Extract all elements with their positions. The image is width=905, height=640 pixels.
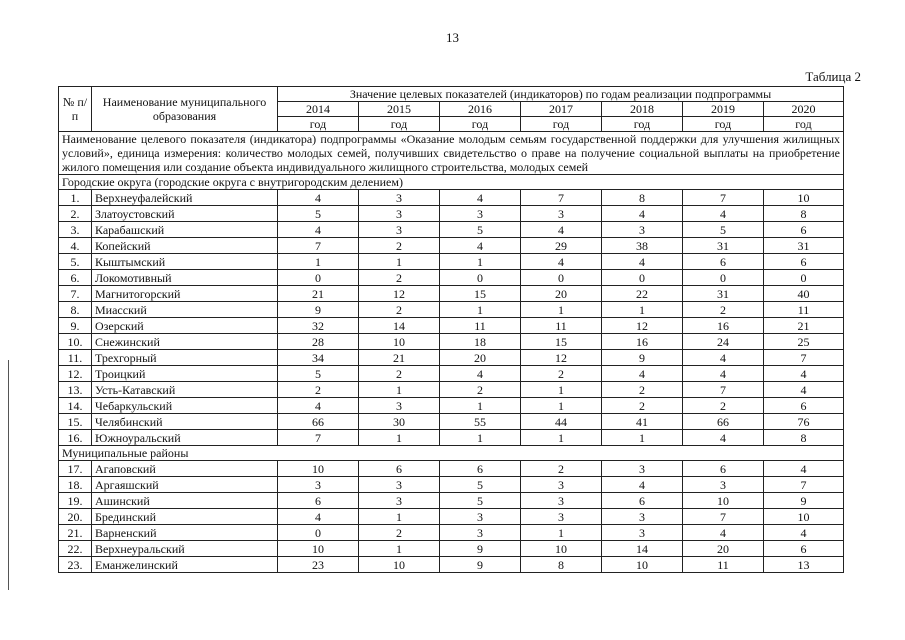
row-number: 2.	[59, 206, 92, 222]
indicator-value: 10	[764, 509, 844, 525]
indicator-value: 1	[440, 398, 521, 414]
indicator-value: 3	[602, 222, 683, 238]
municipality-name: Челябинский	[92, 414, 278, 430]
indicator-value: 11	[764, 302, 844, 318]
row-number: 19.	[59, 493, 92, 509]
scan-edge-line	[8, 360, 9, 590]
indicator-value: 7	[521, 190, 602, 206]
indicator-value: 6	[440, 461, 521, 477]
table-row	[59, 461, 844, 477]
table-row	[59, 382, 844, 398]
indicator-value: 31	[683, 286, 764, 302]
year-header: 2015	[359, 102, 440, 117]
indicator-value: 1	[440, 254, 521, 270]
indicator-value: 7	[683, 509, 764, 525]
indicator-value: 21	[764, 318, 844, 334]
indicator-value: 6	[764, 222, 844, 238]
indicator-value: 14	[359, 318, 440, 334]
indicator-value: 3	[602, 509, 683, 525]
indicator-value: 1	[521, 382, 602, 398]
indicator-value: 4	[278, 222, 359, 238]
municipality-name: Копейский	[92, 238, 278, 254]
indicator-value: 4	[764, 525, 844, 541]
indicator-value: 7	[278, 430, 359, 446]
row-number: 18.	[59, 477, 92, 493]
indicator-value: 0	[602, 270, 683, 286]
indicator-value: 11	[440, 318, 521, 334]
indicator-value: 4	[602, 366, 683, 382]
municipality-name: Троицкий	[92, 366, 278, 382]
row-number: 1.	[59, 190, 92, 206]
indicator-value: 20	[440, 350, 521, 366]
indicator-value: 76	[764, 414, 844, 430]
municipality-name: Кыштымский	[92, 254, 278, 270]
table-row	[59, 541, 844, 557]
indicator-value: 0	[278, 270, 359, 286]
indicator-value: 4	[602, 254, 683, 270]
indicator-value: 9	[440, 541, 521, 557]
table-row	[59, 254, 844, 270]
indicator-value: 3	[602, 525, 683, 541]
indicator-value: 3	[521, 206, 602, 222]
indicator-value: 6	[683, 254, 764, 270]
table-row	[59, 398, 844, 414]
year-unit-header: год	[440, 117, 521, 132]
indicator-value: 5	[440, 222, 521, 238]
indicator-value: 31	[683, 238, 764, 254]
indicator-value: 3	[602, 461, 683, 477]
indicator-value: 4	[278, 398, 359, 414]
year-header: 2014	[278, 102, 359, 117]
indicator-value: 28	[278, 334, 359, 350]
indicator-value: 2	[683, 398, 764, 414]
municipality-name: Усть-Катавский	[92, 382, 278, 398]
indicator-value: 4	[521, 254, 602, 270]
indicator-value: 20	[521, 286, 602, 302]
row-number: 22.	[59, 541, 92, 557]
table-row	[59, 206, 844, 222]
row-number: 9.	[59, 318, 92, 334]
indicator-value: 29	[521, 238, 602, 254]
indicator-value: 4	[764, 366, 844, 382]
year-unit-header: год	[602, 117, 683, 132]
indicator-value: 0	[440, 270, 521, 286]
indicator-value: 2	[440, 382, 521, 398]
indicator-value: 30	[359, 414, 440, 430]
municipality-name: Чебаркульский	[92, 398, 278, 414]
indicator-value: 10	[602, 557, 683, 573]
indicator-value: 3	[521, 493, 602, 509]
indicator-description-row	[59, 132, 844, 175]
indicator-value: 1	[521, 525, 602, 541]
row-number: 3.	[59, 222, 92, 238]
table-row	[59, 190, 844, 206]
indicator-value: 55	[440, 414, 521, 430]
table-row	[59, 286, 844, 302]
indicator-value: 1	[278, 254, 359, 270]
indicator-value: 15	[440, 286, 521, 302]
indicator-value: 9	[440, 557, 521, 573]
row-number: 4.	[59, 238, 92, 254]
indicator-value: 4	[683, 430, 764, 446]
indicator-value: 4	[440, 366, 521, 382]
indicator-value: 4	[278, 509, 359, 525]
indicator-value: 9	[278, 302, 359, 318]
indicator-value: 4	[278, 190, 359, 206]
municipality-name: Трехгорный	[92, 350, 278, 366]
indicator-value: 38	[602, 238, 683, 254]
indicator-value: 1	[359, 430, 440, 446]
table-title: Таблица 2	[805, 69, 861, 84]
indicator-value: 4	[602, 206, 683, 222]
year-unit-header: год	[359, 117, 440, 132]
indicator-value: 3	[359, 206, 440, 222]
indicator-value: 6	[764, 398, 844, 414]
indicator-value: 21	[278, 286, 359, 302]
indicator-value: 6	[602, 493, 683, 509]
table-row	[59, 525, 844, 541]
municipality-name: Карабашский	[92, 222, 278, 238]
indicator-value: 14	[602, 541, 683, 557]
num-column-header: № п/п	[59, 87, 92, 132]
indicator-description: Наименование целевого показателя (индикатора) подпрограммы «Оказание молодым семьям государственной поддержки для улучшения жилищных условий», единица измерения: количество молодых семей, получивших свидетельство о праве на получение социальной выплаты на приобретение жилого помещения или создание объекта индивидуального жилищного строительства, молодых семей	[59, 132, 844, 175]
section-title: Муниципальные районы	[59, 446, 844, 461]
indicator-value: 4	[683, 366, 764, 382]
year-unit-header: год	[521, 117, 602, 132]
indicator-table	[58, 86, 844, 573]
indicator-value: 31	[764, 238, 844, 254]
indicator-value: 6	[683, 461, 764, 477]
indicator-value: 32	[278, 318, 359, 334]
year-unit-header: год	[683, 117, 764, 132]
indicator-value: 40	[764, 286, 844, 302]
table-row	[59, 350, 844, 366]
indicator-value: 4	[440, 238, 521, 254]
municipality-name: Южноуральский	[92, 430, 278, 446]
table-row	[59, 557, 844, 573]
indicator-value: 1	[602, 302, 683, 318]
municipality-name: Ашинский	[92, 493, 278, 509]
row-number: 5.	[59, 254, 92, 270]
indicator-value: 5	[440, 477, 521, 493]
row-number: 10.	[59, 334, 92, 350]
indicator-value: 7	[683, 382, 764, 398]
indicator-value: 1	[602, 430, 683, 446]
row-number: 6.	[59, 270, 92, 286]
table-row	[59, 318, 844, 334]
values-caption-header: Значение целевых показателей (индикаторов) по годам реализации подпрограммы	[278, 87, 844, 102]
indicator-value: 8	[764, 430, 844, 446]
municipality-name: Варненский	[92, 525, 278, 541]
indicator-value: 10	[521, 541, 602, 557]
indicator-value: 13	[764, 557, 844, 573]
indicator-value: 1	[521, 430, 602, 446]
year-header: 2017	[521, 102, 602, 117]
year-header: 2016	[440, 102, 521, 117]
name-column-header: Наименование муниципального образования	[92, 87, 278, 132]
indicator-value: 11	[683, 557, 764, 573]
indicator-value: 0	[521, 270, 602, 286]
indicator-value: 5	[683, 222, 764, 238]
indicator-value: 5	[278, 366, 359, 382]
table-row	[59, 477, 844, 493]
indicator-value: 2	[359, 366, 440, 382]
indicator-value: 8	[602, 190, 683, 206]
indicator-value: 3	[278, 477, 359, 493]
year-unit-header: год	[278, 117, 359, 132]
indicator-value: 0	[764, 270, 844, 286]
indicator-value: 18	[440, 334, 521, 350]
municipality-name: Верхнеуфалейский	[92, 190, 278, 206]
municipality-name: Златоустовский	[92, 206, 278, 222]
municipality-name: Верхнеуральский	[92, 541, 278, 557]
year-unit-header: год	[764, 117, 844, 132]
table-row	[59, 302, 844, 318]
indicator-value: 25	[764, 334, 844, 350]
indicator-value: 11	[521, 318, 602, 334]
row-number: 8.	[59, 302, 92, 318]
indicator-value: 4	[602, 477, 683, 493]
municipality-name: Миасский	[92, 302, 278, 318]
indicator-value: 3	[440, 206, 521, 222]
indicator-value: 1	[359, 382, 440, 398]
indicator-value: 1	[359, 541, 440, 557]
indicator-value: 12	[359, 286, 440, 302]
row-number: 16.	[59, 430, 92, 446]
row-number: 17.	[59, 461, 92, 477]
municipality-name: Аргаяшский	[92, 477, 278, 493]
indicator-value: 3	[683, 477, 764, 493]
row-number: 20.	[59, 509, 92, 525]
indicator-value: 10	[683, 493, 764, 509]
indicator-value: 3	[359, 398, 440, 414]
indicator-value: 16	[602, 334, 683, 350]
indicator-value: 1	[521, 398, 602, 414]
indicator-value: 2	[602, 398, 683, 414]
indicator-value: 15	[521, 334, 602, 350]
table-row	[59, 493, 844, 509]
section-title: Городские округа (городские округа с внутригородским делением)	[59, 175, 844, 190]
table-row	[59, 270, 844, 286]
indicator-value: 9	[602, 350, 683, 366]
indicator-value: 10	[764, 190, 844, 206]
section-header-row	[59, 446, 844, 461]
row-number: 21.	[59, 525, 92, 541]
year-header: 2020	[764, 102, 844, 117]
municipality-name: Озерский	[92, 318, 278, 334]
indicator-value: 1	[440, 302, 521, 318]
indicator-value: 2	[359, 525, 440, 541]
indicator-value: 2	[359, 238, 440, 254]
indicator-value: 44	[521, 414, 602, 430]
indicator-value: 34	[278, 350, 359, 366]
indicator-value: 7	[278, 238, 359, 254]
indicator-value: 6	[359, 461, 440, 477]
indicator-value: 1	[359, 509, 440, 525]
indicator-value: 2	[359, 302, 440, 318]
indicator-value: 8	[764, 206, 844, 222]
year-header: 2018	[602, 102, 683, 117]
indicator-value: 2	[359, 270, 440, 286]
indicator-value: 4	[683, 525, 764, 541]
indicator-value: 10	[278, 541, 359, 557]
indicator-value: 4	[764, 382, 844, 398]
table-row	[59, 222, 844, 238]
indicator-value: 12	[521, 350, 602, 366]
indicator-value: 3	[359, 477, 440, 493]
indicator-value: 7	[764, 477, 844, 493]
page-number: 13	[446, 30, 459, 45]
indicator-value: 3	[440, 525, 521, 541]
indicator-value: 41	[602, 414, 683, 430]
indicator-value: 16	[683, 318, 764, 334]
indicator-value: 8	[521, 557, 602, 573]
row-number: 13.	[59, 382, 92, 398]
table-row	[59, 430, 844, 446]
indicator-value: 2	[683, 302, 764, 318]
indicator-value: 2	[602, 382, 683, 398]
indicator-value: 1	[359, 254, 440, 270]
row-number: 23.	[59, 557, 92, 573]
indicator-value: 10	[278, 461, 359, 477]
table-row	[59, 334, 844, 350]
indicator-value: 10	[359, 334, 440, 350]
indicator-value: 9	[764, 493, 844, 509]
table-row	[59, 414, 844, 430]
section-header-row	[59, 175, 844, 190]
indicator-value: 20	[683, 541, 764, 557]
row-number: 14.	[59, 398, 92, 414]
indicator-value: 10	[359, 557, 440, 573]
indicator-value: 3	[359, 190, 440, 206]
header-row-caption	[59, 87, 844, 102]
indicator-value: 66	[683, 414, 764, 430]
indicator-value: 3	[440, 509, 521, 525]
row-number: 12.	[59, 366, 92, 382]
indicator-value: 4	[683, 206, 764, 222]
indicator-value: 5	[278, 206, 359, 222]
indicator-value: 4	[440, 190, 521, 206]
indicator-value: 22	[602, 286, 683, 302]
indicator-value: 0	[278, 525, 359, 541]
indicator-value: 23	[278, 557, 359, 573]
indicator-value: 3	[521, 477, 602, 493]
municipality-name: Еманжелинский	[92, 557, 278, 573]
indicator-value: 6	[764, 541, 844, 557]
table-row	[59, 366, 844, 382]
municipality-name: Брединский	[92, 509, 278, 525]
table-body	[59, 132, 844, 573]
year-header: 2019	[683, 102, 764, 117]
indicator-value: 4	[683, 350, 764, 366]
indicator-value: 66	[278, 414, 359, 430]
indicator-value: 1	[521, 302, 602, 318]
indicator-value: 5	[440, 493, 521, 509]
indicator-value: 3	[359, 222, 440, 238]
indicator-value: 4	[764, 461, 844, 477]
indicator-value: 6	[764, 254, 844, 270]
municipality-name: Локомотивный	[92, 270, 278, 286]
indicator-value: 7	[683, 190, 764, 206]
row-number: 7.	[59, 286, 92, 302]
indicator-value: 3	[521, 509, 602, 525]
indicator-value: 2	[278, 382, 359, 398]
indicator-value: 2	[521, 366, 602, 382]
row-number: 11.	[59, 350, 92, 366]
indicator-value: 6	[278, 493, 359, 509]
indicator-value: 12	[602, 318, 683, 334]
indicator-value: 1	[440, 430, 521, 446]
indicator-value: 7	[764, 350, 844, 366]
municipality-name: Магнитогорский	[92, 286, 278, 302]
table-row	[59, 509, 844, 525]
indicator-value: 0	[683, 270, 764, 286]
indicator-value: 2	[521, 461, 602, 477]
indicator-value: 21	[359, 350, 440, 366]
municipality-name: Снежинский	[92, 334, 278, 350]
indicator-value: 4	[521, 222, 602, 238]
table-row	[59, 238, 844, 254]
row-number: 15.	[59, 414, 92, 430]
indicator-value: 3	[359, 493, 440, 509]
indicator-value: 24	[683, 334, 764, 350]
municipality-name: Агаповский	[92, 461, 278, 477]
